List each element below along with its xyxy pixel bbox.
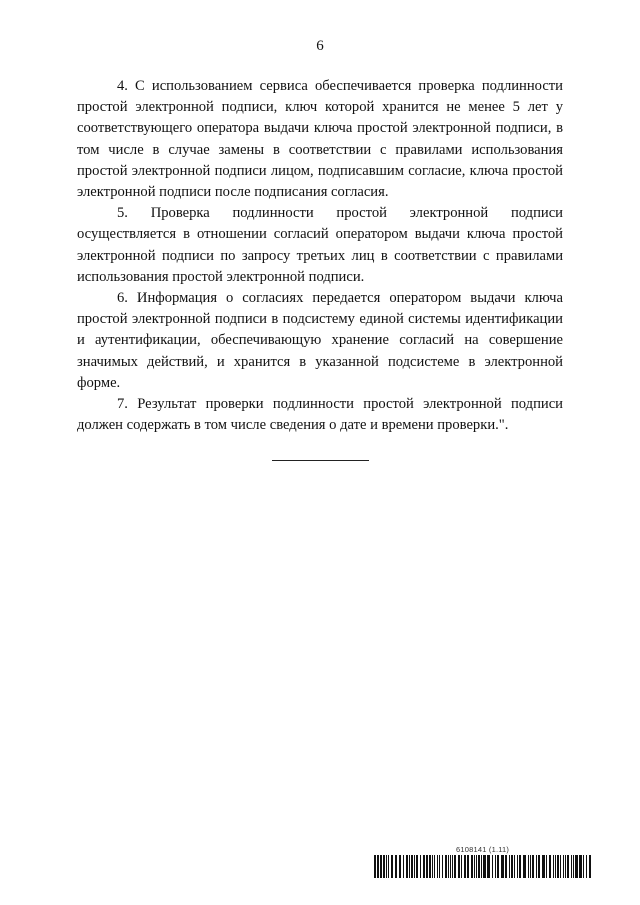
paragraph-4: 4. С использованием сервиса обеспечивается проверка подлинности простой электронной подписи, ключ которой хранится не менее 5 лет у соответствующего оператора выдачи ключа простой электронной подписи, в том числе в случае замены в соответствии с правилами использования простой электронной подписи лицом, подписавшим согласие, ключа простой электронной подписи после подписания согласия. — [77, 78, 563, 201]
document-body — [77, 76, 563, 436]
paragraph-5: 5. Проверка подлинности простой электронной подписи осуществляется в отношении согласий оператором выдачи ключа простой электронной подписи по запросу третьих лиц в соответствии с правилами использования простой электронной подписи. — [77, 205, 563, 285]
end-separator-line — [272, 460, 369, 461]
barcode-image — [374, 855, 592, 878]
paragraph-7: 7. Результат проверки подлинности простой электронной подписи должен содержать в том числе сведения о дате и времени проверки.". — [77, 396, 563, 434]
page-number: 6 — [316, 38, 324, 54]
paragraph-6: 6. Информация о согласиях передается оператором выдачи ключа простой электронной подписи в подсистему единой системы идентификации и аутентификации, обеспечивающую хранение согласий на совершение значимых действий, и хранится в указанной подсистеме в электронной форме. — [77, 290, 563, 391]
barcode-caption: 6108141 (1.11) — [456, 845, 510, 854]
